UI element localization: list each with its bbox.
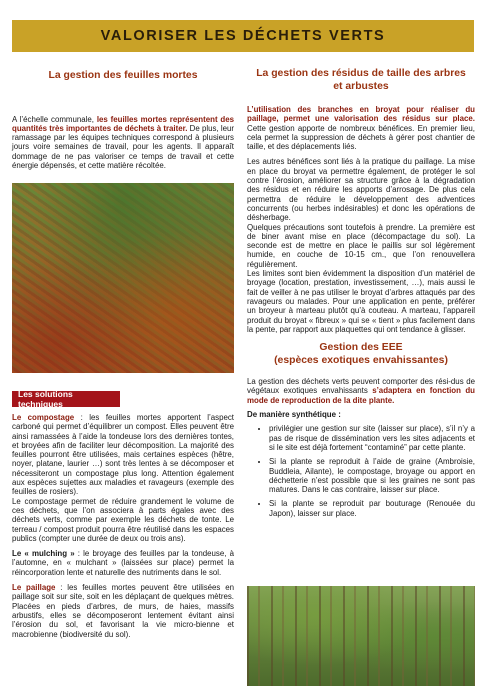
forest-photo: [247, 586, 475, 686]
left-column: [12, 70, 234, 170]
synthese-label: De manière synthétique :: [247, 410, 341, 420]
taille-heading: La gestion des résidus de taille des arbres et arbustes: [256, 68, 466, 92]
mulching-paragraph: Le « mulching » : le broyage des feuilles par la tondeuse, à l’automne, en « mulchant » (laissées sur place) permet la réincorporation lente et naturelle des nutriments dans le sol.: [12, 549, 234, 577]
list-item: • Si la plante se reproduit par bouturage (Renouée du Japon), laisser sur place.: [269, 499, 475, 518]
list-item: • privilégier une gestion sur site (laisser sur place), s’il n’y a pas de risque de dissémination vers les sites adjacents et si le site est déjà fortement “contaminé” par cette plante.: [269, 424, 475, 452]
page-title: VALORISER LES DÉCHETS VERTS: [100, 28, 386, 44]
paillage-paragraph: Le paillage : les feuilles mortes peuvent être utilisées en paillage soit sur site, soit en les déplaçant de quelques mètres. Placées en pieds d’arbres, de murs, de haies, massifs arbustifs, elles se décomposeront lentement évitant ainsi l’érosion du sol, et favorisant la vie micro-bienne et macrobienne (biodiversité du sol).: [12, 583, 234, 639]
compost-paragraph-2: Le compostage permet de réduire grandement le volume de ces déchets, que l’on associera à parts égales avec des déchets verts, comme par exemple les déchets de tonte. Le terreau / compost produit pourra être réutilisé dans les espaces publics (compter une durée de deux ou trois ans).: [12, 496, 234, 543]
feuilles-intro: A l’échelle communale, les feuilles mortes représentent des quantités très importantes de déchets à traiter. De plus, leur ramassage par les équipes techniques correspond à plusieurs jours voire semaines de travail, pour les agents. Il apparaît dommage de ne pas valoriser ce temps de travail et cette énergie dépensés, et cette matière récoltée.: [12, 114, 234, 170]
eee-paragraph: La gestion des déchets verts peuvent comporter des rési-dus de végétaux exotiques envahissants s’adaptera en fonction du mode de reproduction de la dite plante.: [247, 377, 476, 405]
synthese-list: [247, 424, 475, 518]
eee-heading: Gestion des EEE: [319, 342, 403, 354]
feuilles-heading: La gestion des feuilles mortes: [48, 70, 198, 81]
taille-paragraph-4: Les limites sont bien évidemment la disposition d’un matériel de broyage (location, prestation, investissement, …), mais aussi le fait de veiller à ne pas utiliser le broyat d’arbres attaqués par des ravageurs ou malades. Pour une application en pente, préférer un broyeur à marteau plutôt qu’à couteau. A marteau, l’appareil produit du broyat « fibreux » qui se « tient » plus facilement dans la pente, par rapport aux plaquettes qui ont tendance à glisser.: [247, 269, 475, 334]
solutions-badge: Les solutions techniques: [12, 391, 120, 407]
title-banner: [12, 20, 474, 52]
autumn-leaves-photo: [12, 183, 234, 373]
list-item: • Si la plante se reproduit à l’aide de graine (Ambroisie, Buddleia, Ailante), le compostage, broyage ou apport en déchetterie n’est possible que si les graines ne sont pas matures. Dans le cas contraire, laisser sur place.: [269, 457, 475, 494]
eee-subheading: (espèces exotiques envahissantes): [274, 354, 448, 366]
taille-paragraph-3: Quelques précautions sont toutefois à prendre. La première est de biner avant mise en place (décompactage du sol). La seconde est de mettre en place le paillis sur sol légèrement humide, en couche de 10-15 cm., que l’on renouvellera régulièrement.: [247, 222, 475, 269]
compost-paragraph: Le compostage : les feuilles mortes apportent l’aspect carboné qui permet d’équilibrer un compost. Elles peuvent être ainsi ramassées à l’aide la tondeuse lors des dernières tontes, et broyées afin de faciliter leur décomposition. La majorité des feuilles pourront être utilisées, mais certaines espèces (hêtre, noyer, platane, laurier …) sont très lentes à se décomposer et nécessiteront un compostage plus long. Attention également aux espèces sujettes aux maladies et ravageurs (exemple des feuilles de rosiers).: [12, 413, 234, 497]
taille-paragraph-2: Les autres bénéfices sont liés à la pratique du paillage. La mise en place du broyat va permettre également, de protéger le sol contre l’érosion, améliorer sa structure grâce à la dégradation des résidus et en réduire les apports d’arrosage. De plus cela permettra de réduire le développement des adventices concurrents (ou herbes indésirables) et donc les opérations de désherbage.: [247, 157, 475, 223]
taille-paragraph-1: L’utilisation des branches en broyat pour réaliser du paillage, permet une valorisation des résidus sur place. Cette gestion apporte de nombreux bénéfices. En premier lieu, cela permet la suppression de déchets à gérer post chantier de taille, et des déplacements liés.: [247, 105, 475, 152]
right-column: [247, 68, 475, 523]
solutions-text: [12, 413, 234, 639]
